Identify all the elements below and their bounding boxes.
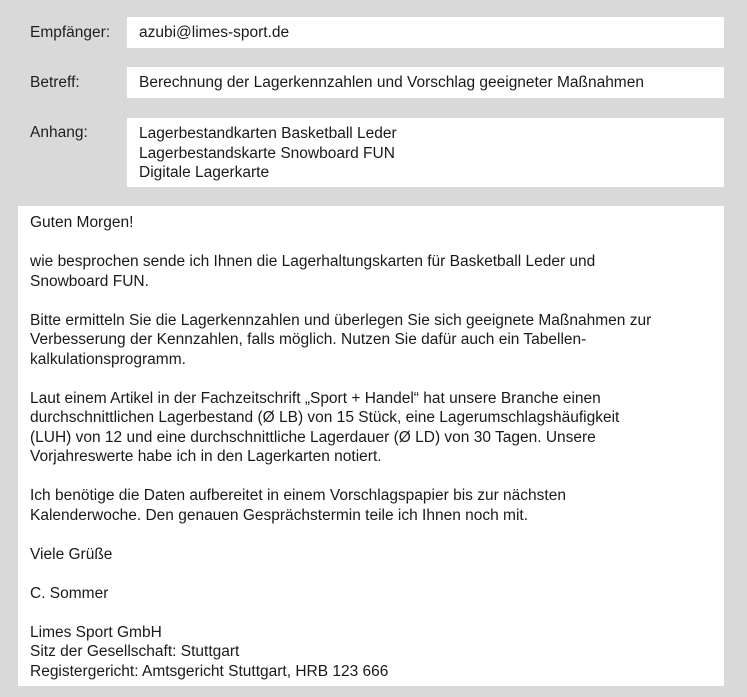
attachment-item[interactable]: Digitale Lagerkarte [139, 164, 270, 181]
attachment-item[interactable]: Lagerbestandkarten Basketball Leder [139, 125, 397, 142]
company-name: Limes Sport GmbH [30, 623, 162, 641]
closing-text: Viele Grüße [30, 545, 113, 563]
greeting-text: Guten Morgen! [30, 214, 134, 231]
body-line: Verbesserung der Kennzahlen, falls möglich. Nutzen Sie dafür auch ein Tabellen- [30, 331, 587, 348]
attachments-field[interactable] [127, 118, 724, 187]
paragraph-3 [30, 389, 712, 467]
body-line: (LUH) von 12 und eine durchschnittliche Lagerdauer (Ø LD) von 30 Tagen. Unsere [30, 428, 596, 446]
body-line: Kalenderwoche. Den genauen Gesprächstermin teile ich Ihnen noch mit. [30, 506, 529, 524]
body-line: Ich benötige die Daten aufbereitet in einem Vorschlagspapier bis zur nächsten [30, 487, 566, 504]
paragraph-4 [30, 486, 712, 525]
subject-label: Betreff: [30, 74, 80, 91]
company-seat: Sitz der Gesellschaft: Stuttgart [30, 643, 240, 660]
body-line: wie besprochen sende ich Ihnen die Lagerhaltungskarten für Basketball Leder und [30, 253, 596, 270]
signature-text: C. Sommer [30, 584, 109, 602]
signature [30, 584, 712, 604]
body-line: durchschnittlichen Lagerbestand (Ø LB) von 15 Stück, eine Lagerumschlagshäufigkeit [30, 409, 620, 426]
paragraph-1 [30, 252, 712, 291]
body-line: Laut einem Artikel in der Fachzeitschrift „Sport + Handel“ hat unsere Branche einen [30, 389, 601, 407]
subject-field[interactable]: Berechnung der Lagerkennzahlen und Vorschlag geeigneter Maßnahmen [127, 67, 724, 98]
company-footer [30, 623, 712, 682]
attachments-label: Anhang: [30, 124, 88, 141]
recipient-label: Empfänger: [30, 24, 111, 41]
recipient-field[interactable]: azubi@limes-sport.de [127, 17, 724, 48]
body-line: Vorjahreswerte habe ich in den Lagerkarten notiert. [30, 448, 382, 465]
company-register: Registergericht: Amtsgericht Stuttgart, HRB 123 666 [30, 662, 389, 680]
paragraph-2 [30, 311, 712, 370]
body-line: Bitte ermitteln Sie die Lagerkennzahlen und überlegen Sie sich geeignete Maßnahmen zur [30, 311, 652, 329]
greeting [30, 213, 712, 233]
closing [30, 545, 712, 565]
body-line: kalkulationsprogramm. [30, 350, 186, 368]
attachment-item[interactable]: Lagerbestandskarte Snowboard FUN [139, 144, 395, 162]
body-line: Snowboard FUN. [30, 272, 149, 290]
message-body[interactable] [18, 206, 724, 686]
